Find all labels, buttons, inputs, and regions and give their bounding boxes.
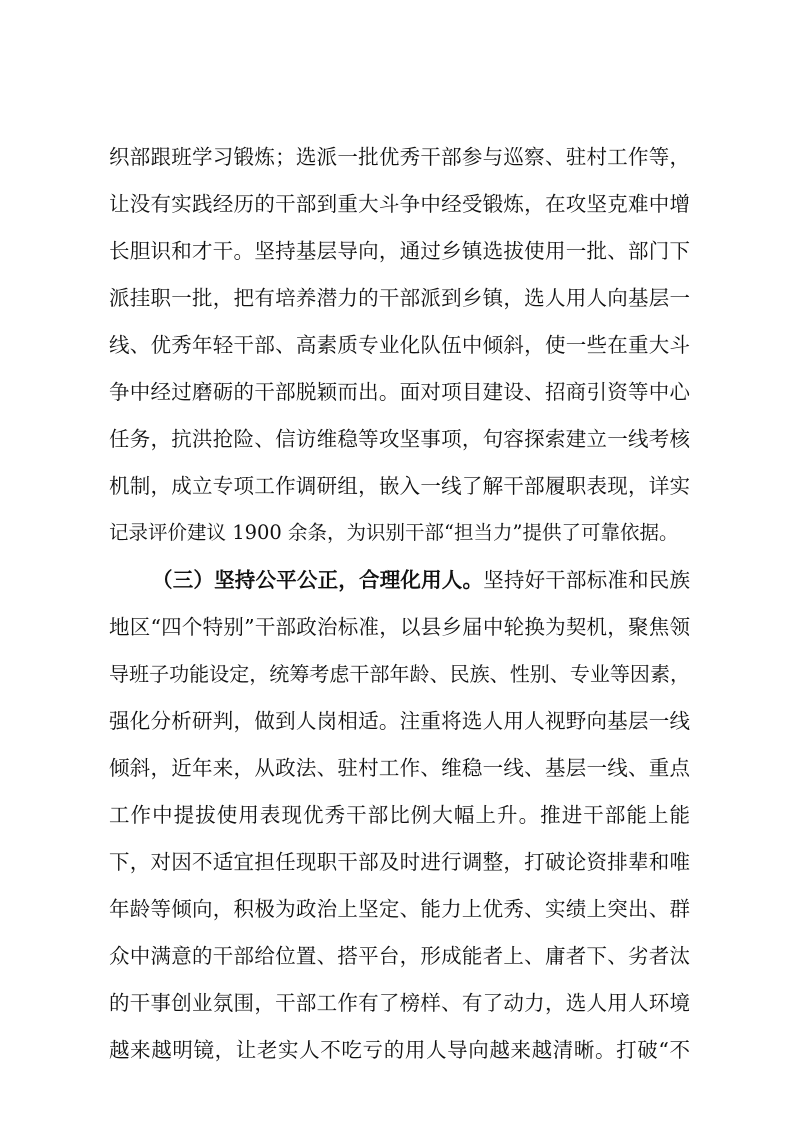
text-line: 越来越明镜，让老实人不吃亏的用人导向越来越清晰。打破“不 xyxy=(109,1038,690,1062)
text-line: 机制，成立专项工作调研组，嵌入一线了解干部履职表现，详实 xyxy=(109,474,690,498)
text-line: 强化分析研判，做到人岗相适。注重将选人用人视野向基层一线 xyxy=(109,709,690,733)
text-line: 线、优秀年轻干部、高素质专业化队伍中倾斜，使一些在重大斗 xyxy=(109,333,690,357)
text-line: 众中满意的干部给位置、搭平台，形成能者上、庸者下、劣者汰 xyxy=(109,944,690,968)
text-line: 派挂职一批，把有培养潜力的干部派到乡镇，选人用人向基层一 xyxy=(109,286,690,310)
text-line: 任务，抗洪抢险、信访维稳等攻坚事项，句容探索建立一线考核 xyxy=(109,427,690,451)
text-line: 导班子功能设定，统筹考虑干部年龄、民族、性别、专业等因素， xyxy=(109,662,690,686)
text-line: 的干事创业氛围，干部工作有了榜样、有了动力，选人用人环境 xyxy=(109,991,690,1015)
text-line: 地区“四个特别”干部政治标准，以县乡届中轮换为契机，聚焦领 xyxy=(109,615,690,639)
text-line: 工作中提拔使用表现优秀干部比例大幅上升。推进干部能上能 xyxy=(109,803,690,827)
text-line: 记录评价建议 1900 余条，为识别干部“担当力”提供了可靠依据。 xyxy=(109,521,679,544)
text-line: 长胆识和才干。坚持基层导向，通过乡镇选拔使用一批、部门下 xyxy=(109,239,690,263)
text-line: 织部跟班学习锻炼；选派一批优秀干部参与巡察、驻村工作等， xyxy=(109,145,690,169)
text-line: 下，对因不适宜担任现职干部及时进行调整，打破论资排辈和唯 xyxy=(109,850,690,874)
first-line xyxy=(152,566,690,594)
text-line: 争中经过磨砺的干部脱颖而出。面对项目建设、招商引资等中心 xyxy=(109,380,690,404)
section-heading: （三）坚持公平公正，合理化用人。 xyxy=(152,568,484,592)
first-line-text: 坚持好干部标准和民族 xyxy=(483,568,691,592)
text-line: 倾斜，近年来，从政法、驻村工作、维稳一线、基层一线、重点 xyxy=(109,756,690,780)
text-line: 年龄等倾向，积极为政治上坚定、能力上优秀、实绩上突出、群 xyxy=(109,897,690,921)
text-line: 让没有实践经历的干部到重大斗争中经受锻炼，在攻坚克难中增 xyxy=(109,192,690,216)
